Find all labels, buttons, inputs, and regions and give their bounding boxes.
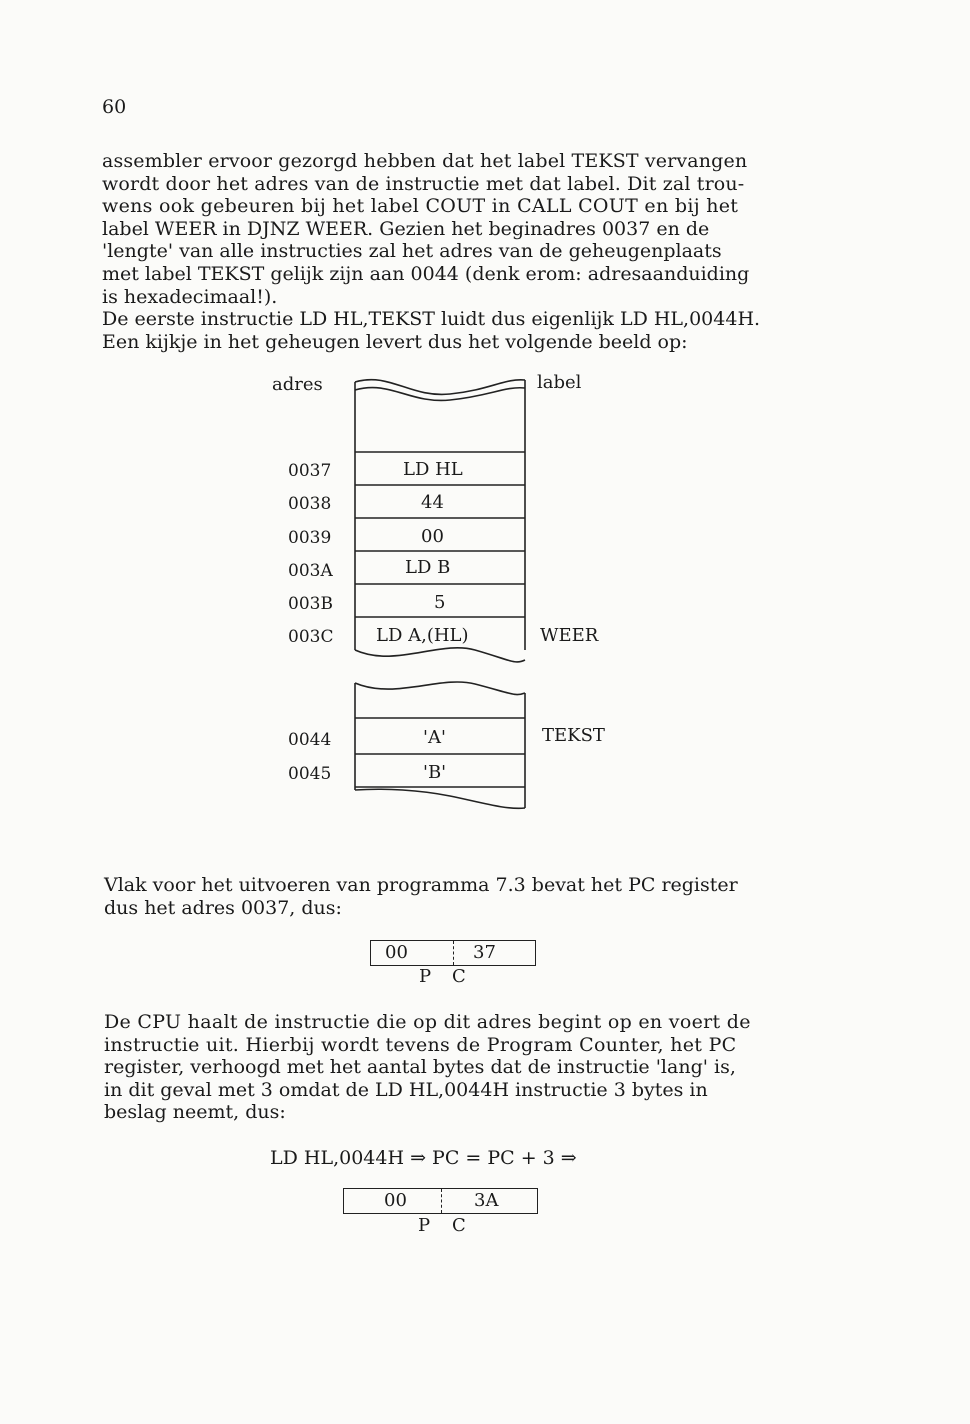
pc-letter-p: P (419, 966, 432, 987)
text-line: Een kijkje in het geheugen levert dus het volgende beeld op: (102, 330, 688, 353)
pc-divider (441, 1189, 442, 1213)
address-003A: 003A (288, 561, 333, 581)
memory-bottom-edge (355, 789, 525, 808)
pc-register-after (343, 1188, 538, 1214)
text-line: 'lengte' van alle instructies zal het adres van de geheugenplaats (102, 240, 722, 263)
address-003B: 003B (288, 594, 333, 614)
pc-high-byte: 00 (385, 942, 408, 963)
paragraph-cpu (104, 1011, 844, 1124)
address-0039: 0039 (288, 528, 332, 548)
address-0044: 0044 (288, 730, 332, 750)
label-weer: WEER (540, 625, 599, 646)
text-line: in dit geval met 3 omdat de LD HL,0044H instructie 3 bytes in (104, 1078, 708, 1101)
pc-low-byte: 37 (473, 942, 496, 963)
paragraph-intro (102, 150, 842, 353)
text-line: met label TEKST gelijk zijn aan 0044 (denk erom: adresaanduiding (102, 262, 750, 285)
memory-cell: 00 (421, 526, 444, 547)
text-line: dus het adres 0037, dus: (104, 896, 342, 919)
label-tekst: TEKST (542, 725, 605, 746)
address-003C: 003C (288, 627, 334, 647)
pc-divider (453, 941, 454, 965)
pc-letter-p: P (418, 1215, 431, 1236)
memory-cell: 44 (421, 492, 444, 513)
label-header: label (537, 372, 582, 393)
text-line: Vlak voor het uitvoeren van programma 7.3 bevat het PC register (104, 874, 738, 896)
pc-register-before (370, 940, 536, 966)
memory-cell: LD B (405, 557, 451, 578)
address-0037: 0037 (288, 461, 332, 481)
page-number: 60 (102, 96, 127, 118)
text-line: label WEER in DJNZ WEER. Gezien het beginadres 0037 en de (102, 217, 710, 240)
memory-cell: 'B' (423, 762, 447, 783)
text-line: assembler ervoor gezorgd hebben dat het label TEKST vervangen (102, 150, 748, 172)
text-line: wordt door het adres van de instructie met dat label. Dit zal trou- (102, 172, 745, 195)
memory-top-edge-inner (355, 388, 525, 401)
memory-cell: LD HL (403, 459, 463, 480)
text-line: De CPU haalt de instructie die op dit adres begint op en voert de (104, 1011, 751, 1033)
memory-cell: LD A,(HL) (376, 625, 469, 646)
text-line: De eerste instructie LD HL,TEKST luidt dus eigenlijk LD HL,0044H. (102, 308, 761, 331)
pc-formula: LD HL,0044H ⇒ PC = PC + 3 ⇒ (270, 1147, 577, 1169)
address-0038: 0038 (288, 494, 332, 514)
text-line: is hexadecimaal!). (102, 285, 278, 308)
memory-top-edge (355, 380, 525, 395)
address-0045: 0045 (288, 764, 332, 784)
memory-break-lower (355, 682, 525, 695)
pc-high-byte: 00 (384, 1190, 407, 1211)
text-line: instructie uit. Hierbij wordt tevens de Program Counter, het PC (104, 1033, 737, 1056)
text-line: wens ook gebeuren bij het label COUT in CALL COUT en bij het (102, 195, 739, 218)
paragraph-pc-before (104, 874, 844, 919)
memory-cell: 5 (434, 592, 446, 613)
pc-letter-c: C (452, 966, 466, 987)
memory-cell: 'A' (423, 727, 446, 748)
memory-break-upper (355, 648, 525, 662)
adres-header: adres (272, 374, 323, 395)
pc-letter-c: C (452, 1215, 466, 1236)
pc-low-byte: 3A (474, 1190, 499, 1211)
text-line: beslag neemt, dus: (104, 1101, 286, 1124)
text-line: register, verhoogd met het aantal bytes dat de instructie 'lang' is, (104, 1056, 736, 1079)
